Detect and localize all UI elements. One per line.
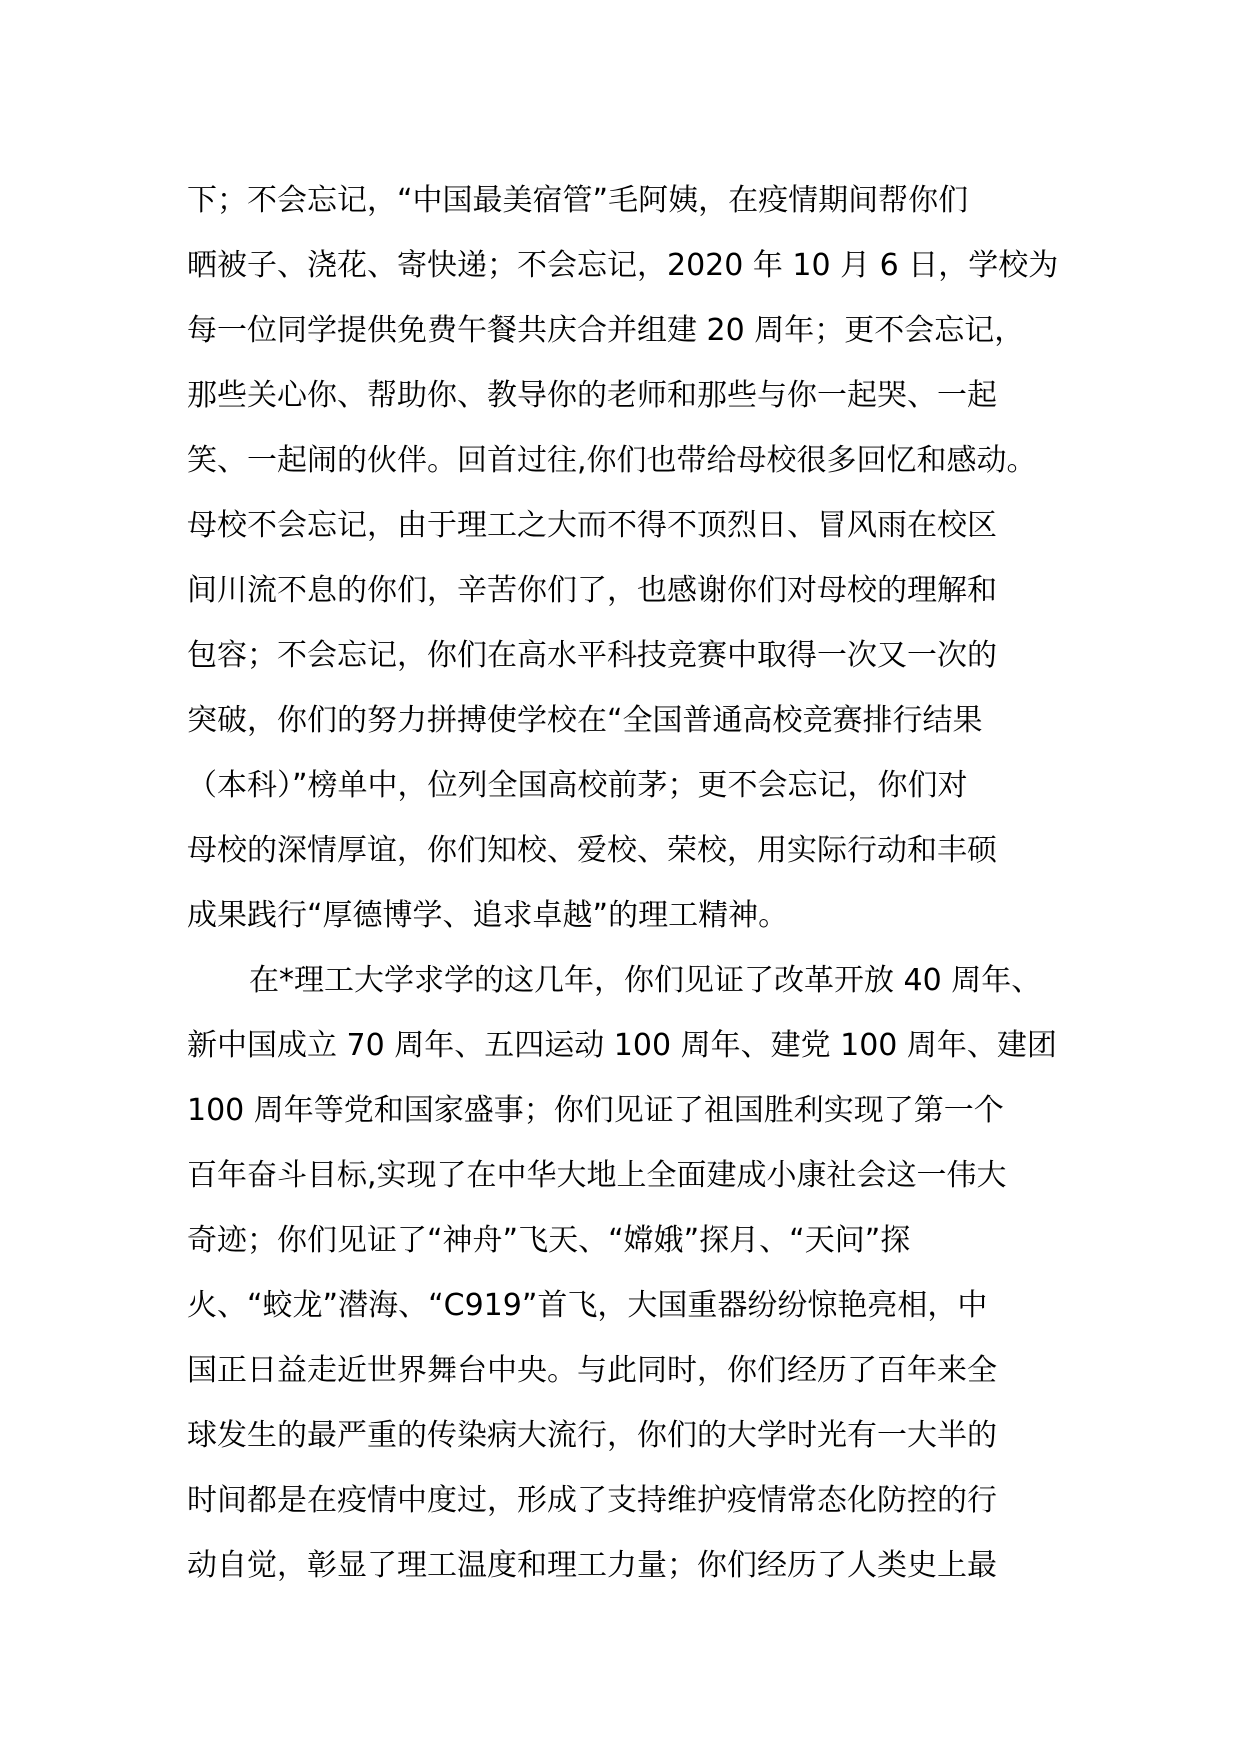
text-line: 那些关心你、帮助你、教导你的老师和那些与你一起哭、一起 (187, 378, 997, 413)
text-line: 间川流不息的你们，辛苦你们了，也感谢你们对母校的理解和 (187, 573, 997, 608)
text-line: 晒被子、浇花、寄快递；不会忘记，2020 年 10 月 6 日，学校为 (187, 248, 1059, 283)
text-line: 动自觉，彰显了理工温度和理工力量；你们经历了人类史上最 (187, 1548, 997, 1583)
text-line: 国正日益走近世界舞台中央。与此同时，你们经历了百年来全 (187, 1353, 997, 1388)
text-line: （本科）”榜单中，位列全国高校前茅；更不会忘记，你们对 (187, 768, 968, 803)
paragraph-start-line: 在*理工大学求学的这几年，你们见证了改革开放 40 周年、 (249, 963, 1042, 998)
text-line: 突破，你们的努力拼搏使学校在“全国普通高校竞赛排行结果 (187, 703, 983, 738)
text-line: 100 周年等党和国家盛事；你们见证了祖国胜利实现了第一个 (187, 1093, 1004, 1128)
text-line: 母校不会忘记，由于理工之大而不得不顶烈日、冒风雨在校区 (187, 508, 997, 543)
text-line: 火、“蛟龙”潜海、“C919”首飞，大国重器纷纷惊艳亮相，中 (187, 1288, 988, 1323)
text-line: 母校的深情厚谊，你们知校、爱校、荣校，用实际行动和丰硕 (187, 833, 997, 868)
text-line: 笑、一起闹的伙伴。回首过往,你们也带给母校很多回忆和感动。 (187, 443, 1037, 478)
text-line: 新中国成立 70 周年、五四运动 100 周年、建党 100 周年、建团 (187, 1028, 1057, 1063)
text-line: 成果践行“厚德博学、追求卓越”的理工精神。 (187, 898, 789, 933)
text-line: 奇迹；你们见证了“神舟”飞天、“嫦娥”探月、“天问”探 (187, 1223, 911, 1258)
text-line: 每一位同学提供免费午餐共庆合并组建 20 周年；更不会忘记， (187, 313, 1025, 348)
text-line: 时间都是在疫情中度过，形成了支持维护疫情常态化防控的行 (187, 1483, 997, 1518)
body-text (187, 168, 1067, 1598)
text-line: 下；不会忘记，“中国最美宿管”毛阿姨，在疫情期间帮你们 (187, 183, 969, 218)
text-line: 球发生的最严重的传染病大流行，你们的大学时光有一大半的 (187, 1418, 997, 1453)
text-line: 百年奋斗目标,实现了在中华大地上全面建成小康社会这一伟大 (187, 1158, 1007, 1193)
text-line: 包容；不会忘记，你们在高水平科技竞赛中取得一次又一次的 (187, 638, 997, 673)
